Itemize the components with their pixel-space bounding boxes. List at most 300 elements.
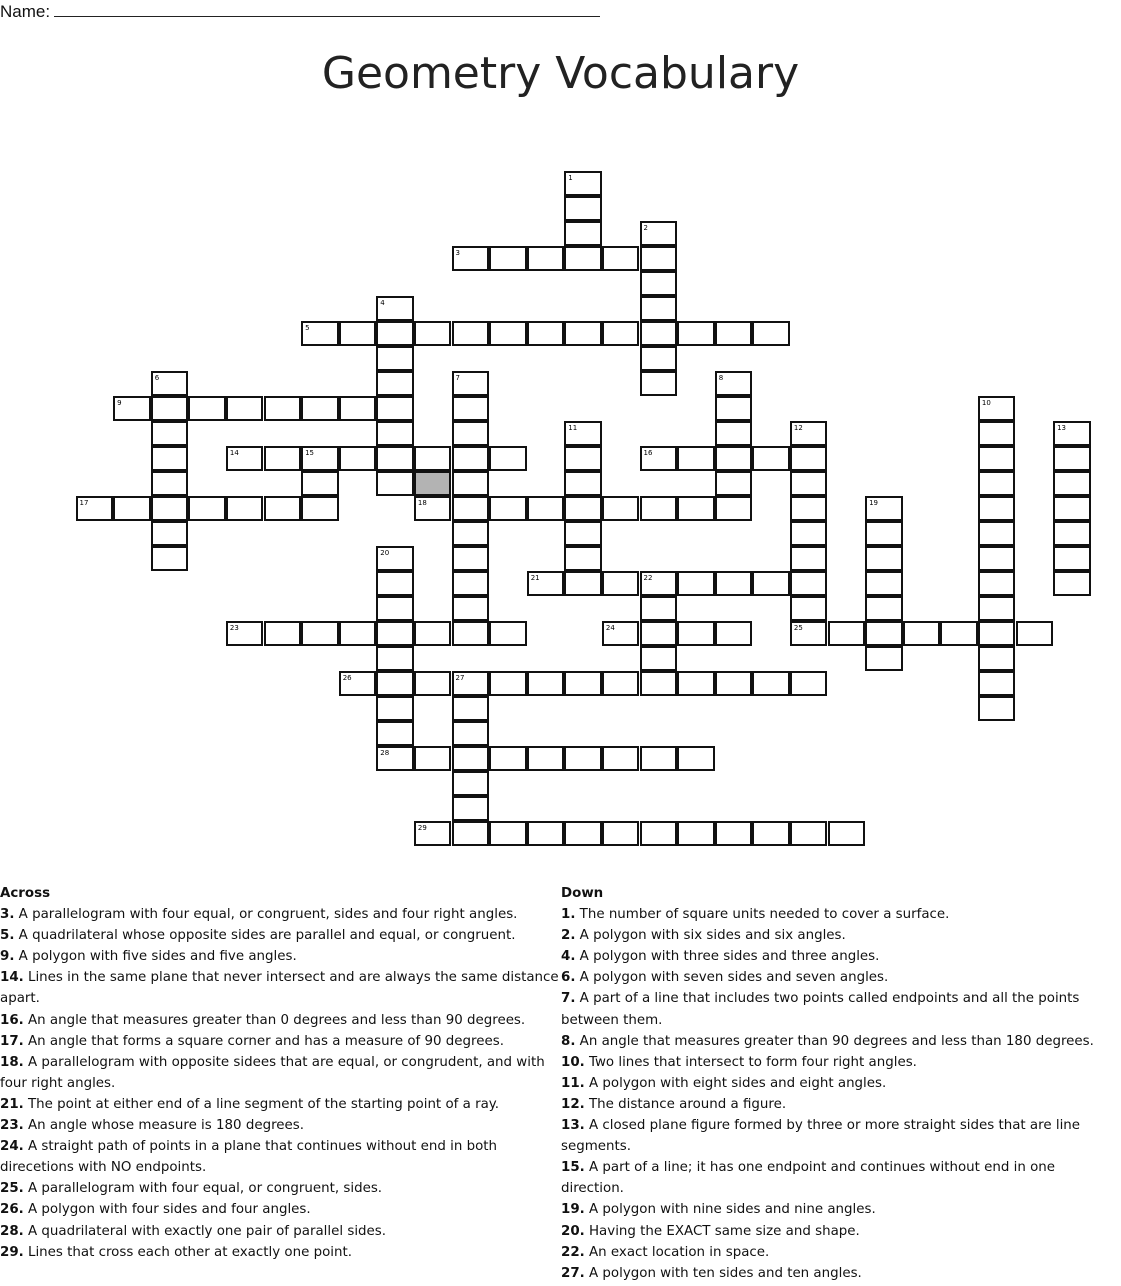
clue-number-label: 27. xyxy=(561,1265,585,1281)
crossword-cell[interactable] xyxy=(865,571,903,596)
crossword-cell[interactable] xyxy=(151,396,189,421)
crossword-cell[interactable] xyxy=(226,396,264,421)
crossword-cell[interactable] xyxy=(452,571,490,596)
down-clues xyxy=(561,883,1121,1284)
crossword-cell[interactable] xyxy=(151,546,189,571)
crossword-cell[interactable] xyxy=(978,396,1016,421)
crossword-cell[interactable] xyxy=(790,521,828,546)
down-clue xyxy=(561,1052,1121,1073)
crossword-cell[interactable] xyxy=(790,671,828,696)
clue-number-label: 8. xyxy=(561,1033,576,1049)
crossword-cell[interactable] xyxy=(640,646,678,671)
crossword-cell[interactable] xyxy=(790,621,828,646)
down-clue xyxy=(561,1115,1121,1157)
across-clue xyxy=(0,1031,560,1052)
crossword-cell[interactable] xyxy=(527,671,565,696)
clue-number-label: 5. xyxy=(0,928,15,944)
across-clue xyxy=(0,1221,560,1242)
crossword-cell[interactable] xyxy=(978,546,1016,571)
crossword-cell[interactable] xyxy=(978,496,1016,521)
crossword-cell[interactable] xyxy=(715,421,753,446)
crossword-cell[interactable] xyxy=(452,821,490,846)
down-clue xyxy=(561,1263,1121,1284)
clue-number: 5 xyxy=(305,324,310,332)
clue-text: A polygon with five sides and five angles. xyxy=(14,949,297,965)
crossword-cell[interactable] xyxy=(640,746,678,771)
crossword-cell[interactable] xyxy=(677,496,715,521)
clue-number: 21 xyxy=(530,574,540,582)
crossword-cell[interactable] xyxy=(677,446,715,471)
crossword-cell[interactable] xyxy=(715,446,753,471)
crossword-cell[interactable] xyxy=(452,421,490,446)
clue-text: Two lines that intersect to form four right angles. xyxy=(584,1054,917,1070)
crossword-cell[interactable] xyxy=(828,621,866,646)
crossword-cell[interactable] xyxy=(452,746,490,771)
crossword-cell[interactable] xyxy=(376,546,414,571)
crossword-cell[interactable] xyxy=(752,321,790,346)
crossword-cell[interactable] xyxy=(640,271,678,296)
clue-number-label: 10. xyxy=(561,1054,585,1070)
crossword-cell[interactable] xyxy=(452,521,490,546)
crossword-cell[interactable] xyxy=(564,496,602,521)
crossword-cell[interactable] xyxy=(978,421,1016,446)
clue-number-label: 2. xyxy=(561,928,576,944)
crossword-cell[interactable] xyxy=(301,321,339,346)
crossword-cell[interactable] xyxy=(452,321,490,346)
crossword-cell[interactable] xyxy=(752,571,790,596)
across-clue xyxy=(0,1178,560,1199)
shaded-cell xyxy=(414,471,452,496)
crossword-cell[interactable] xyxy=(564,421,602,446)
crossword-cell[interactable] xyxy=(452,371,490,396)
crossword-cell[interactable] xyxy=(376,446,414,471)
crossword-cell[interactable] xyxy=(376,671,414,696)
crossword-cell[interactable] xyxy=(452,496,490,521)
across-clue xyxy=(0,1242,560,1263)
clue-text: A parallelogram with opposite sidees that are equal, or congrudent, and with four right angles. xyxy=(0,1054,545,1091)
crossword-cell[interactable] xyxy=(527,246,565,271)
crossword-cell[interactable] xyxy=(1053,546,1091,571)
crossword-cell[interactable] xyxy=(1016,621,1054,646)
across-clue xyxy=(0,1115,560,1136)
crossword-cell[interactable] xyxy=(640,371,678,396)
crossword-cell[interactable] xyxy=(414,621,452,646)
down-clue xyxy=(561,904,1121,925)
crossword-cell[interactable] xyxy=(978,471,1016,496)
clue-text: A quadrilateral with exactly one pair of parallel sides. xyxy=(23,1223,387,1239)
crossword-cell[interactable] xyxy=(677,571,715,596)
crossword-cell[interactable] xyxy=(790,546,828,571)
crossword-cell[interactable] xyxy=(489,321,527,346)
crossword-cell[interactable] xyxy=(640,296,678,321)
clue-number: 16 xyxy=(643,449,653,457)
crossword-cell[interactable] xyxy=(489,446,527,471)
clue-text: A straight path of points in a plane that continues without end in both direcetions with NO endpoints. xyxy=(0,1139,498,1176)
down-clue xyxy=(561,1199,1121,1220)
clue-number-label: 23. xyxy=(0,1118,24,1134)
crossword-cell[interactable] xyxy=(414,496,452,521)
crossword-cell[interactable] xyxy=(602,746,640,771)
clue-number: 9 xyxy=(117,399,122,407)
clue-number: 18 xyxy=(417,499,427,507)
crossword-cell[interactable] xyxy=(790,821,828,846)
clue-number: 3 xyxy=(455,249,460,257)
crossword-cell[interactable] xyxy=(452,471,490,496)
crossword-cell[interactable] xyxy=(376,746,414,771)
crossword-cell[interactable] xyxy=(564,671,602,696)
clue-number: 11 xyxy=(568,424,578,432)
crossword-cell[interactable] xyxy=(113,396,151,421)
crossword-cell[interactable] xyxy=(865,521,903,546)
crossword-cell[interactable] xyxy=(452,696,490,721)
clue-number: 25 xyxy=(793,624,803,632)
crossword-cell[interactable] xyxy=(452,721,490,746)
crossword-cell[interactable] xyxy=(376,621,414,646)
crossword-cell[interactable] xyxy=(188,396,226,421)
down-clue xyxy=(561,988,1121,1030)
crossword-cell[interactable] xyxy=(715,671,753,696)
crossword-cell[interactable] xyxy=(602,821,640,846)
crossword-cell[interactable] xyxy=(301,396,339,421)
crossword-cell[interactable] xyxy=(339,671,377,696)
clue-number: 17 xyxy=(79,499,89,507)
crossword-cell[interactable] xyxy=(677,821,715,846)
crossword-cell[interactable] xyxy=(602,246,640,271)
crossword-cell[interactable] xyxy=(715,371,753,396)
clue-number: 1 xyxy=(568,174,573,182)
clue-number-label: 16. xyxy=(0,1012,24,1028)
name-label: Name: xyxy=(0,2,51,21)
crossword-cell[interactable] xyxy=(790,446,828,471)
crossword-cell[interactable] xyxy=(527,821,565,846)
crossword-cell[interactable] xyxy=(677,671,715,696)
crossword-cell[interactable] xyxy=(489,496,527,521)
down-clue xyxy=(561,925,1121,946)
crossword-cell[interactable] xyxy=(640,346,678,371)
crossword-cell[interactable] xyxy=(376,596,414,621)
crossword-cell[interactable] xyxy=(113,496,151,521)
across-clue xyxy=(0,1094,560,1115)
crossword-cell[interactable] xyxy=(226,621,264,646)
clue-text: The point at either end of a line segment of the starting point of a ray. xyxy=(23,1096,500,1112)
crossword-cell[interactable] xyxy=(452,671,490,696)
clue-number-label: 26. xyxy=(0,1202,24,1218)
crossword-cell[interactable] xyxy=(865,596,903,621)
crossword-cell[interactable] xyxy=(301,621,339,646)
clue-text: A closed plane figure formed by three or more straight sides that are line segments. xyxy=(561,1118,1081,1155)
crossword-cell[interactable] xyxy=(452,596,490,621)
clue-text: A polygon with ten sides and ten angles. xyxy=(584,1265,862,1281)
crossword-cell[interactable] xyxy=(828,821,866,846)
crossword-cell[interactable] xyxy=(564,246,602,271)
crossword-cell[interactable] xyxy=(301,471,339,496)
crossword-cell[interactable] xyxy=(790,596,828,621)
crossword-cell[interactable] xyxy=(564,171,602,196)
crossword-cell[interactable] xyxy=(640,821,678,846)
crossword-cell[interactable] xyxy=(226,446,264,471)
clue-text: An angle that measures greater than 90 degrees and less than 180 degrees. xyxy=(575,1033,1094,1049)
clue-text: A part of a line; it has one endpoint and continues without end in one direction. xyxy=(561,1160,1056,1197)
clue-number: 29 xyxy=(417,824,427,832)
crossword-cell[interactable] xyxy=(940,621,978,646)
crossword-cell[interactable] xyxy=(640,621,678,646)
crossword-cell[interactable] xyxy=(489,671,527,696)
clue-number-label: 13. xyxy=(561,1118,585,1134)
crossword-cell[interactable] xyxy=(564,321,602,346)
crossword-cell[interactable] xyxy=(414,321,452,346)
crossword-cell[interactable] xyxy=(715,821,753,846)
crossword-cell[interactable] xyxy=(452,771,490,796)
crossword-cell[interactable] xyxy=(640,321,678,346)
crossword-cell[interactable] xyxy=(640,496,678,521)
crossword-cell[interactable] xyxy=(602,571,640,596)
across-clues xyxy=(0,883,560,1263)
clue-number: 20 xyxy=(380,549,390,557)
clue-number-label: 28. xyxy=(0,1223,24,1239)
crossword-cell[interactable] xyxy=(865,546,903,571)
across-clue xyxy=(0,967,560,1009)
clue-text: A polygon with three sides and three angles. xyxy=(575,949,880,965)
clue-text: A part of a line that includes two points called endpoints and all the points between them. xyxy=(561,991,1080,1028)
clue-number-label: 24. xyxy=(0,1139,24,1155)
clue-text: An angle whose measure is 180 degrees. xyxy=(23,1118,304,1134)
crossword-cell[interactable] xyxy=(151,471,189,496)
clue-number-label: 9. xyxy=(0,949,15,965)
clue-number-label: 12. xyxy=(561,1096,585,1112)
crossword-cell[interactable] xyxy=(452,621,490,646)
clue-number: 10 xyxy=(981,399,991,407)
crossword-cell[interactable] xyxy=(527,496,565,521)
crossword-cell[interactable] xyxy=(715,571,753,596)
clue-number-label: 11. xyxy=(561,1075,585,1091)
crossword-cell[interactable] xyxy=(452,396,490,421)
crossword-cell[interactable] xyxy=(452,246,490,271)
crossword-cell[interactable] xyxy=(376,346,414,371)
crossword-cell[interactable] xyxy=(715,321,753,346)
crossword-cell[interactable] xyxy=(452,446,490,471)
crossword-cell[interactable] xyxy=(376,421,414,446)
crossword-cell[interactable] xyxy=(752,821,790,846)
down-clue xyxy=(561,967,1121,988)
clue-number-label: 17. xyxy=(0,1033,24,1049)
crossword-cell[interactable] xyxy=(564,221,602,246)
crossword-cell[interactable] xyxy=(1053,496,1091,521)
crossword-cell[interactable] xyxy=(151,446,189,471)
crossword-cell[interactable] xyxy=(414,746,452,771)
crossword-cell[interactable] xyxy=(264,396,302,421)
clue-number: 14 xyxy=(229,449,239,457)
crossword-cell[interactable] xyxy=(790,571,828,596)
down-clue xyxy=(561,1242,1121,1263)
crossword-cell[interactable] xyxy=(640,221,678,246)
clue-number-label: 6. xyxy=(561,970,576,986)
clue-text: An angle that measures greater than 0 degrees and less than 90 degrees. xyxy=(23,1012,526,1028)
crossword-cell[interactable] xyxy=(715,496,753,521)
crossword-cell[interactable] xyxy=(151,421,189,446)
crossword-cell[interactable] xyxy=(151,521,189,546)
crossword-cell[interactable] xyxy=(151,496,189,521)
crossword-cell[interactable] xyxy=(376,471,414,496)
crossword-cell[interactable] xyxy=(414,821,452,846)
crossword-cell[interactable] xyxy=(376,696,414,721)
crossword-cell[interactable] xyxy=(978,671,1016,696)
crossword-cell[interactable] xyxy=(752,446,790,471)
crossword-cell[interactable] xyxy=(376,296,414,321)
crossword-cell[interactable] xyxy=(527,321,565,346)
clue-number: 12 xyxy=(793,424,803,432)
down-clue xyxy=(561,1031,1121,1052)
crossword-cell[interactable] xyxy=(978,596,1016,621)
crossword-cell[interactable] xyxy=(452,546,490,571)
crossword-cell[interactable] xyxy=(602,321,640,346)
crossword-cell[interactable] xyxy=(301,496,339,521)
clue-number-label: 7. xyxy=(561,991,576,1007)
crossword-cell[interactable] xyxy=(489,746,527,771)
crossword-cell[interactable] xyxy=(188,496,226,521)
clue-number: 24 xyxy=(605,624,615,632)
crossword-cell[interactable] xyxy=(978,646,1016,671)
crossword-cell[interactable] xyxy=(527,746,565,771)
crossword-cell[interactable] xyxy=(376,371,414,396)
crossword-cell[interactable] xyxy=(1053,521,1091,546)
clue-number: 4 xyxy=(380,299,385,307)
crossword-cell[interactable] xyxy=(489,821,527,846)
crossword-cell[interactable] xyxy=(790,496,828,521)
crossword-cell[interactable] xyxy=(527,571,565,596)
crossword-cell[interactable] xyxy=(715,471,753,496)
crossword-cell[interactable] xyxy=(414,446,452,471)
crossword-cell[interactable] xyxy=(640,596,678,621)
crossword-cell[interactable] xyxy=(903,621,941,646)
across-clue xyxy=(0,946,560,967)
crossword-cell[interactable] xyxy=(414,671,452,696)
clue-number: 22 xyxy=(643,574,653,582)
crossword-cell[interactable] xyxy=(640,571,678,596)
clue-number-label: 25. xyxy=(0,1181,24,1197)
clue-number: 8 xyxy=(718,374,724,382)
down-clue xyxy=(561,1221,1121,1242)
clue-text: A parallelogram with four equal, or congruent, sides and four right angles. xyxy=(14,907,518,923)
crossword-cell[interactable] xyxy=(151,371,189,396)
crossword-cell[interactable] xyxy=(301,446,339,471)
down-clue-list xyxy=(561,904,1121,1284)
crossword-cell[interactable] xyxy=(865,646,903,671)
clue-text: A polygon with seven sides and seven angles. xyxy=(575,970,889,986)
crossword-cell[interactable] xyxy=(602,621,640,646)
crossword-cell[interactable] xyxy=(715,621,753,646)
crossword-cell[interactable] xyxy=(339,321,377,346)
crossword-cell[interactable] xyxy=(677,321,715,346)
crossword-cell[interactable] xyxy=(376,571,414,596)
crossword-cell[interactable] xyxy=(564,746,602,771)
down-clue xyxy=(561,1157,1121,1199)
crossword-cell[interactable] xyxy=(1053,571,1091,596)
crossword-cell[interactable] xyxy=(640,246,678,271)
clue-number: 27 xyxy=(455,674,465,682)
crossword-cell[interactable] xyxy=(978,621,1016,646)
crossword-cell[interactable] xyxy=(602,496,640,521)
clue-number-label: 19. xyxy=(561,1202,585,1218)
crossword-cell[interactable] xyxy=(752,671,790,696)
clue-text: A polygon with eight sides and eight angles. xyxy=(584,1075,887,1091)
across-clue xyxy=(0,925,560,946)
crossword-cell[interactable] xyxy=(376,721,414,746)
across-clue xyxy=(0,1199,560,1220)
crossword-cell[interactable] xyxy=(715,396,753,421)
crossword-cell[interactable] xyxy=(677,746,715,771)
clue-text: A polygon with four sides and four angles. xyxy=(23,1202,311,1218)
clue-text: A polygon with six sides and six angles. xyxy=(575,928,846,944)
crossword-cell[interactable] xyxy=(452,796,490,821)
crossword-cell[interactable] xyxy=(1053,421,1091,446)
clue-number: 15 xyxy=(305,449,315,457)
crossword-cell[interactable] xyxy=(339,396,377,421)
across-clue xyxy=(0,1136,560,1178)
clue-text: An angle that forms a square corner and has a measure of 90 degrees. xyxy=(23,1033,504,1049)
clue-text: A polygon with nine sides and nine angles. xyxy=(584,1202,876,1218)
crossword-cell[interactable] xyxy=(602,671,640,696)
crossword-cell[interactable] xyxy=(564,196,602,221)
crossword-cell[interactable] xyxy=(564,546,602,571)
crossword-cell[interactable] xyxy=(339,621,377,646)
clue-number-label: 14. xyxy=(0,970,24,986)
crossword-cell[interactable] xyxy=(376,646,414,671)
crossword-cell[interactable] xyxy=(564,446,602,471)
crossword-cell[interactable] xyxy=(865,621,903,646)
clue-number: 6 xyxy=(154,374,160,382)
crossword-cell[interactable] xyxy=(1053,446,1091,471)
clue-number-label: 4. xyxy=(561,949,576,965)
crossword-cell[interactable] xyxy=(264,621,302,646)
crossword-cell[interactable] xyxy=(76,496,114,521)
crossword-cell[interactable] xyxy=(865,496,903,521)
crossword-cell[interactable] xyxy=(790,421,828,446)
crossword-cell[interactable] xyxy=(978,696,1016,721)
clue-text: An exact location in space. xyxy=(584,1244,770,1260)
crossword-cell[interactable] xyxy=(564,471,602,496)
crossword-cell[interactable] xyxy=(978,571,1016,596)
clue-text: The distance around a figure. xyxy=(584,1096,787,1112)
clue-text: Lines in the same plane that never intersect and are always the same distance apart. xyxy=(0,970,559,1007)
crossword-cell[interactable] xyxy=(564,571,602,596)
crossword-cell[interactable] xyxy=(640,446,678,471)
across-clue-list xyxy=(0,904,560,1263)
crossword-cell[interactable] xyxy=(677,621,715,646)
crossword-cell[interactable] xyxy=(376,396,414,421)
across-heading: Across xyxy=(0,886,51,901)
crossword-cell[interactable] xyxy=(640,671,678,696)
crossword-cell[interactable] xyxy=(339,446,377,471)
crossword-cell[interactable] xyxy=(264,446,302,471)
clue-number: 2 xyxy=(643,224,648,232)
clue-number-label: 1. xyxy=(561,907,576,923)
across-clue xyxy=(0,1052,560,1094)
crossword-cell[interactable] xyxy=(790,471,828,496)
crossword-cell[interactable] xyxy=(226,496,264,521)
crossword-cell[interactable] xyxy=(564,821,602,846)
crossword-cell[interactable] xyxy=(376,321,414,346)
crossword-cell[interactable] xyxy=(489,246,527,271)
crossword-cell[interactable] xyxy=(1053,471,1091,496)
crossword-cell[interactable] xyxy=(264,496,302,521)
crossword-cell[interactable] xyxy=(978,521,1016,546)
crossword-cell[interactable] xyxy=(564,521,602,546)
clue-number-label: 3. xyxy=(0,907,15,923)
clue-number-label: 21. xyxy=(0,1096,24,1112)
crossword-cell[interactable] xyxy=(978,446,1016,471)
crossword-cell[interactable] xyxy=(489,621,527,646)
clue-text: A parallelogram with four equal, or congruent, sides. xyxy=(23,1181,383,1197)
